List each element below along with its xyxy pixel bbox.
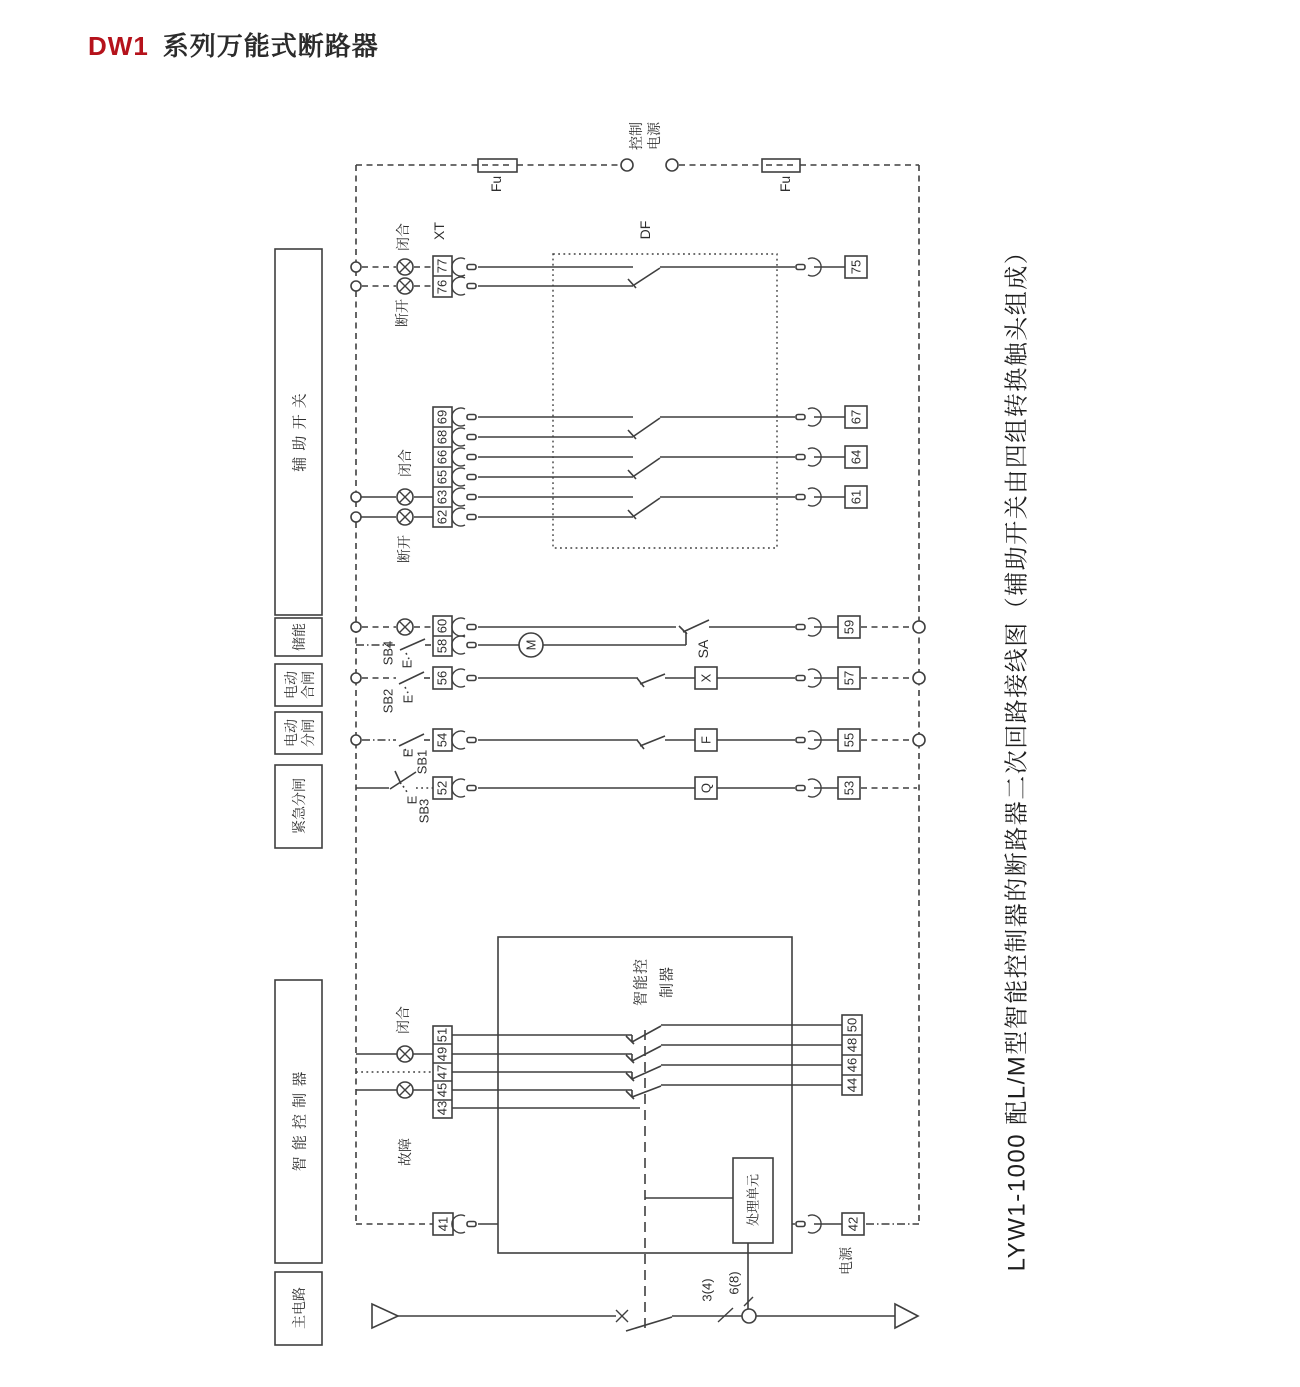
- emergency-open-row: [356, 771, 917, 823]
- terminal-75: 75: [848, 259, 864, 275]
- motor-close-row: [351, 667, 925, 713]
- aux-switch-contact-rows: [351, 406, 867, 563]
- section-label-boxes: [275, 249, 322, 1345]
- coil-f-letter: F: [698, 736, 714, 744]
- motor-open-row: [351, 729, 925, 774]
- charged-indicator-lamp: [397, 619, 413, 635]
- terminal-68: 68: [434, 429, 450, 445]
- open-indicator-lamp: [397, 509, 413, 525]
- terminal-43: 43: [434, 1100, 450, 1116]
- terminal-55: 55: [841, 732, 857, 748]
- plug-connector: [452, 258, 476, 276]
- ct-conductor-count: 6(8): [726, 1271, 742, 1295]
- controller-box-label-line1: 智能控: [632, 957, 650, 1007]
- fault-indicator-lamp: [397, 1082, 413, 1098]
- section-label-energy-store: 储能: [290, 623, 307, 651]
- power-label: 电源: [837, 1247, 854, 1275]
- fault-lamp-label: 故障: [396, 1138, 413, 1166]
- xt-label: XT: [430, 222, 447, 240]
- closed-indicator-lamp: [397, 489, 413, 505]
- terminal-54: 54: [434, 732, 450, 748]
- section-label-motor-open-line1: 电动: [282, 719, 299, 747]
- open-indicator-lamp: [397, 278, 413, 294]
- sb1-label: SB1: [414, 749, 430, 775]
- intelligent-controller: [356, 937, 919, 1330]
- title-series-code: DW1: [88, 31, 149, 61]
- terminal-58: 58: [434, 638, 450, 654]
- terminal-49: 49: [434, 1046, 450, 1062]
- terminal-42: 42: [845, 1216, 861, 1232]
- terminal-67: 67: [848, 409, 864, 425]
- controller-box-label-line2: 制器: [658, 965, 676, 999]
- plug-connector: [452, 277, 476, 295]
- aux-switch-dotted-box: [553, 254, 777, 548]
- open-lamp-label: 断开: [393, 299, 410, 327]
- terminal-56: 56: [434, 670, 450, 686]
- terminal-50: 50: [844, 1017, 860, 1033]
- closed-lamp-label: 闭合: [394, 1006, 411, 1034]
- terminal-44: 44: [844, 1077, 860, 1093]
- terminal-65: 65: [434, 469, 450, 485]
- terminal-51: 51: [434, 1027, 450, 1043]
- sb3-label: SB3: [416, 798, 432, 824]
- terminal-61: 61: [848, 489, 864, 505]
- coil-x-letter: X: [698, 673, 714, 683]
- terminal-45: 45: [434, 1082, 450, 1098]
- terminal-47: 47: [434, 1064, 450, 1080]
- supply-terminal-left: [621, 159, 633, 171]
- pushbutton-head: E: [400, 694, 416, 704]
- terminal-53: 53: [841, 780, 857, 796]
- pushbutton-head: E: [400, 748, 416, 758]
- charging-motor-rows: [351, 616, 925, 668]
- pushbutton-head: E: [399, 659, 415, 669]
- main-contact-mark: [616, 1310, 628, 1322]
- terminal-77: 77: [434, 258, 450, 274]
- terminal-57: 57: [841, 670, 857, 686]
- title-text: 系列万能式断路器: [162, 31, 379, 61]
- terminal-46: 46: [844, 1057, 860, 1073]
- outgoing-arrow: [895, 1304, 918, 1328]
- incoming-arrow: [372, 1304, 398, 1328]
- closed-indicator-lamp: [397, 1046, 413, 1062]
- terminal-63: 63: [434, 489, 450, 505]
- terminal-62: 62: [434, 509, 450, 525]
- terminal-48: 48: [844, 1037, 860, 1053]
- section-label-emergency-open: 紧急分闸: [290, 778, 307, 834]
- processing-unit-label: 处理单元: [745, 1173, 761, 1227]
- pushbutton-head: E: [404, 795, 420, 805]
- figure-caption: LYW1-1000 配L/M型智能控制器的断路器二次回路接线图（辅助开关由四组转换触头组成）: [1003, 238, 1031, 1272]
- df-label: DF: [636, 220, 653, 240]
- terminal-76: 76: [434, 279, 450, 295]
- terminal-64: 64: [848, 449, 864, 465]
- fuse-left-label: Fu: [487, 175, 504, 193]
- terminal-59: 59: [841, 619, 857, 635]
- section-label-main-circuit: 主电路: [290, 1287, 307, 1329]
- conductor-count-slash: [718, 1308, 733, 1322]
- sa-label: SA: [694, 639, 711, 659]
- motor-letter: M: [523, 639, 539, 651]
- supply-terminal-right: [666, 159, 678, 171]
- xt-breaker-position-rows: [351, 222, 867, 327]
- terminal-66: 66: [434, 449, 450, 465]
- section-label-controller: 智 能 控 制 器: [291, 1070, 309, 1172]
- control-power-label-line1: 控制: [627, 122, 644, 150]
- terminal-41: 41: [435, 1216, 451, 1232]
- main-conductor-count: 3(4): [699, 1278, 715, 1302]
- control-power-label-line2: 电源: [645, 122, 662, 150]
- terminal-69: 69: [434, 409, 450, 425]
- section-label-motor-close-line2: 合闸: [299, 671, 316, 699]
- closed-lamp-label: 闭合: [394, 223, 411, 251]
- closed-indicator-lamp: [397, 259, 413, 275]
- section-label-motor-close-line1: 电动: [282, 671, 299, 699]
- terminal-60: 60: [434, 618, 450, 634]
- coil-q-letter: Q: [698, 782, 714, 794]
- open-lamp-label: 断开: [395, 535, 412, 563]
- terminal-52: 52: [434, 780, 450, 796]
- section-label-aux-switch: 辅 助 开 关: [291, 392, 309, 472]
- sb2-label: SB2: [380, 688, 396, 714]
- sb4-label: SB4: [380, 640, 396, 666]
- current-sensor: [742, 1309, 756, 1323]
- section-label-motor-open-line2: 分闸: [299, 719, 316, 747]
- closed-lamp-label: 闭合: [396, 449, 413, 477]
- fuse-right-label: Fu: [776, 175, 793, 193]
